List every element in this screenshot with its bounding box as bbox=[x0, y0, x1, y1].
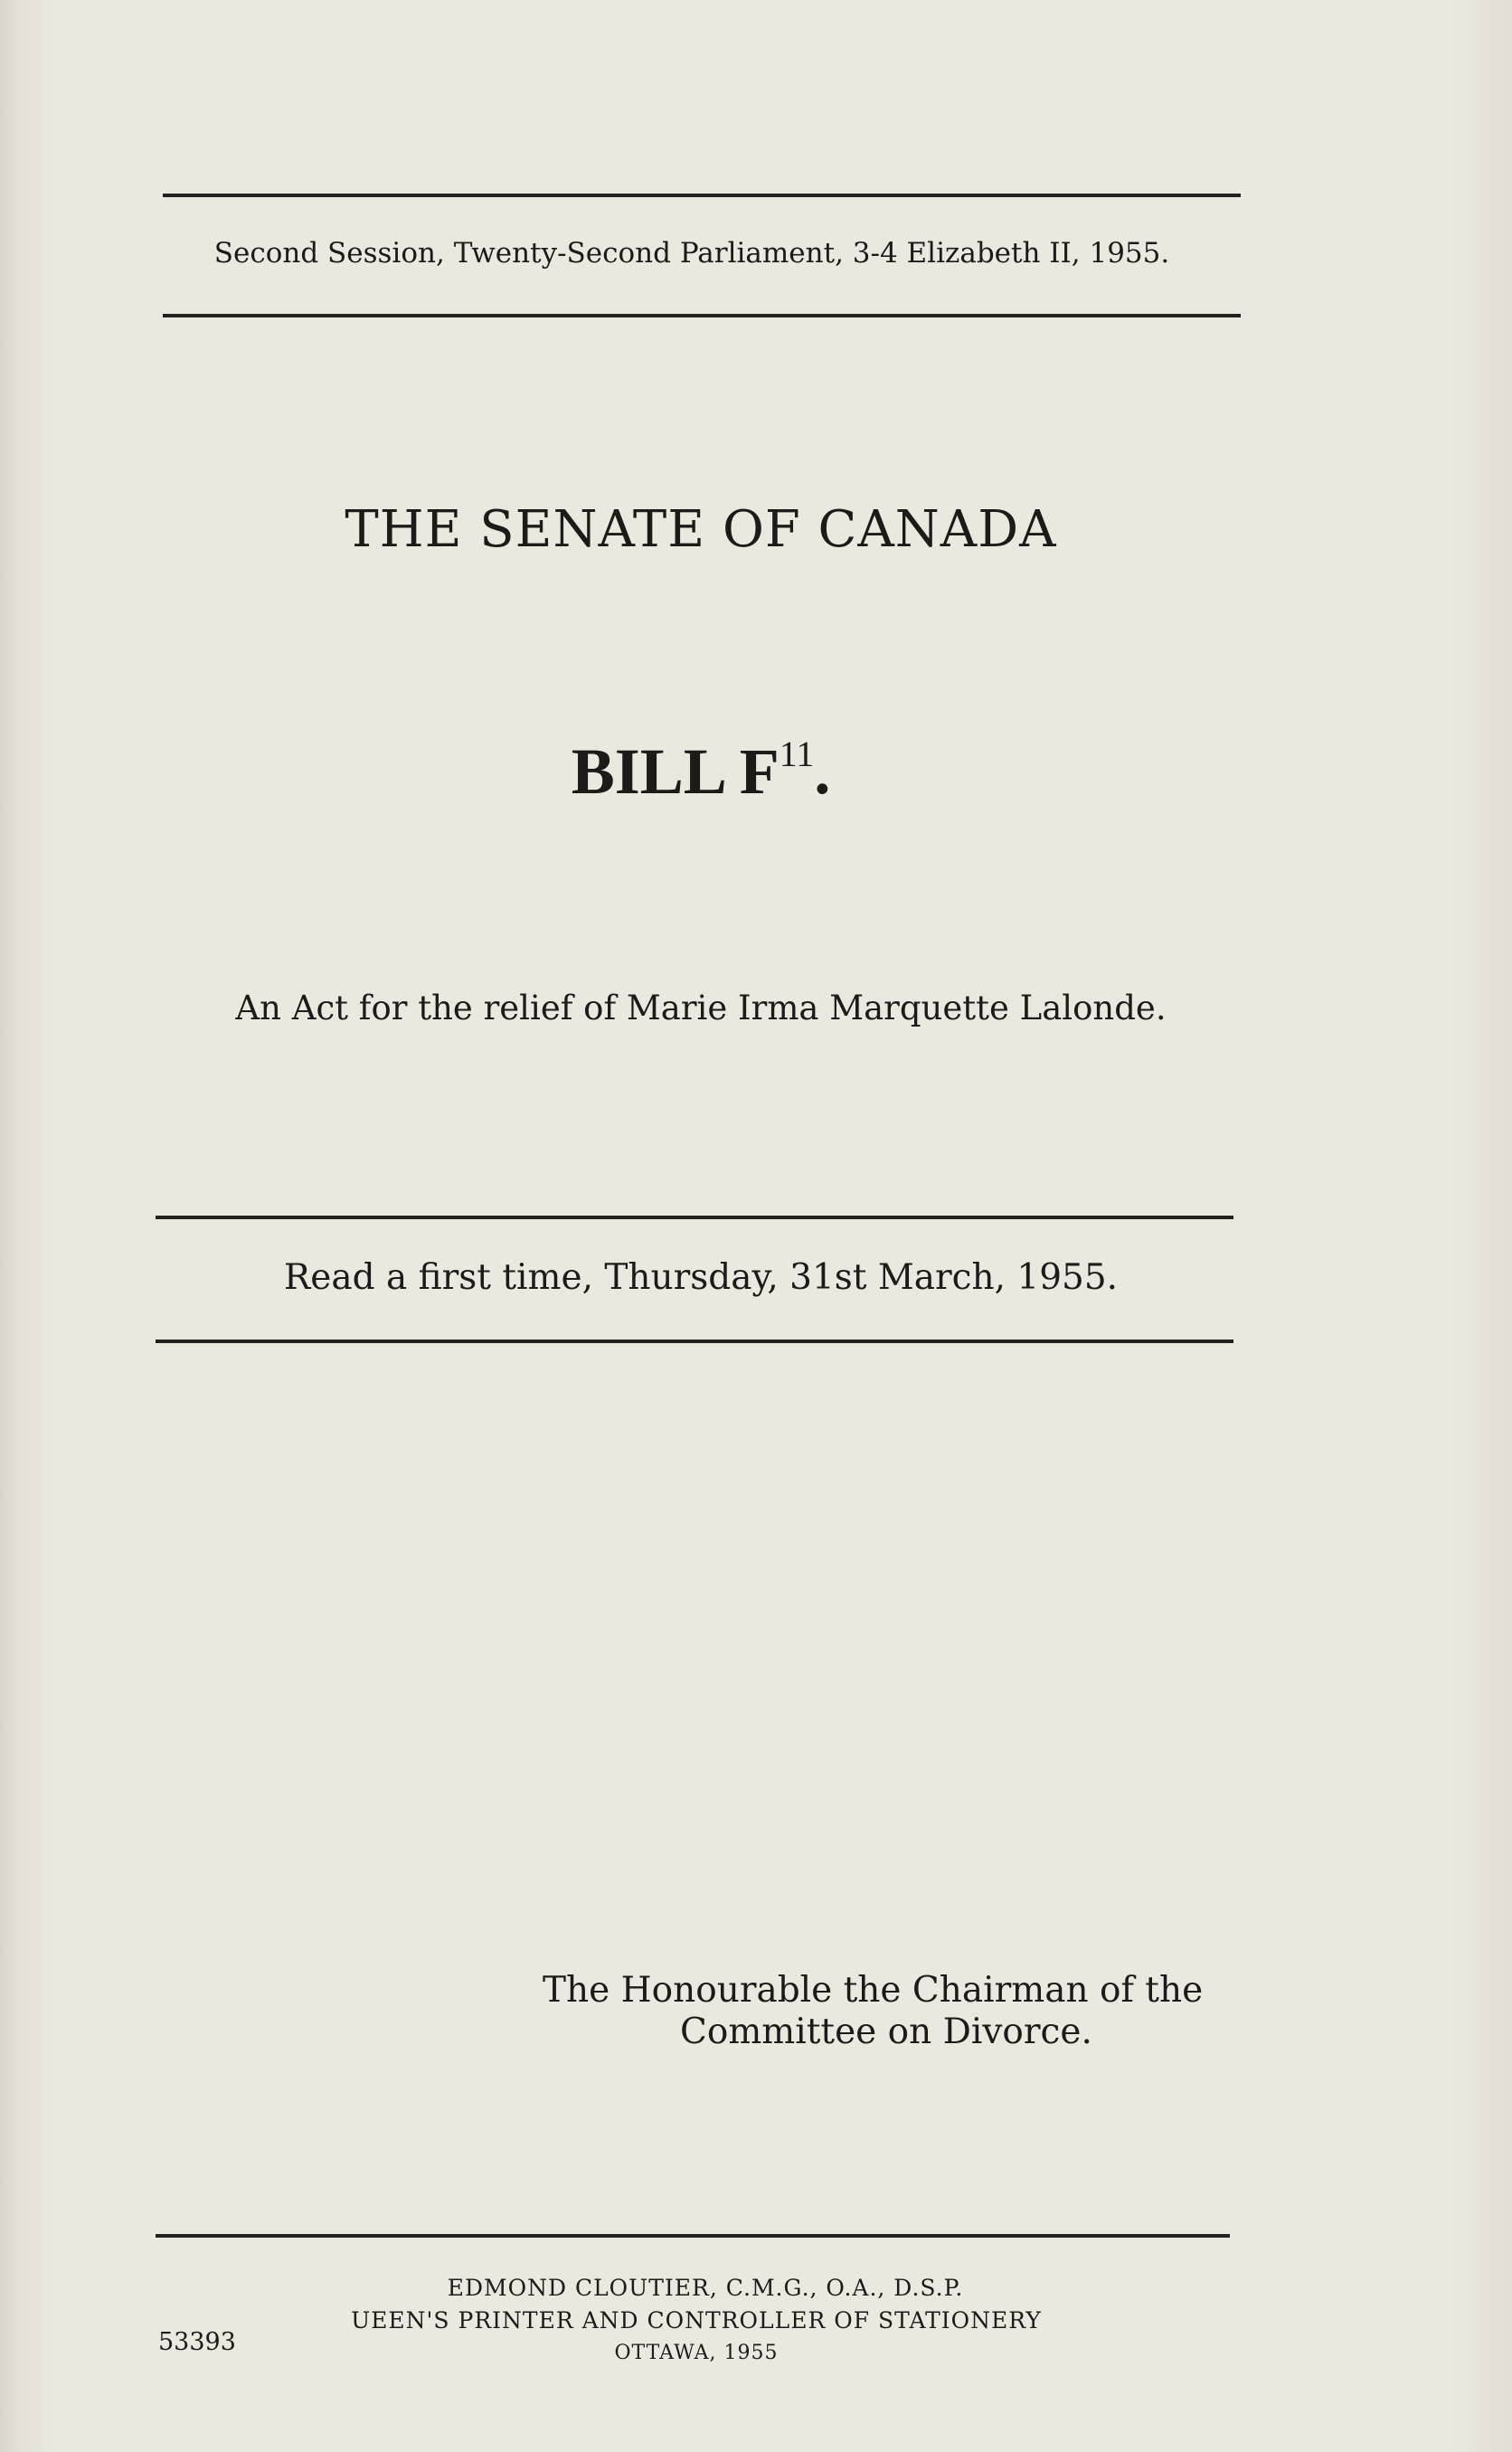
sponsor-line-2: Committee on Divorce. bbox=[680, 2012, 1092, 2052]
printer-block bbox=[298, 2272, 1094, 2370]
footer-rule bbox=[156, 2234, 1230, 2238]
bill-superscript: 11 bbox=[779, 734, 815, 774]
first-reading-line: Read a first time, Thursday, 31st March, 1955. bbox=[283, 1257, 1119, 1298]
chamber-title: THE SENATE OF CANADA bbox=[345, 500, 1057, 559]
session-line: Second Session, Twenty-Second Parliament, 3-4 Elizabeth II, 1955. bbox=[213, 237, 1170, 270]
document-number: 53393 bbox=[158, 2328, 236, 2356]
sponsor-line-1: The Honourable the Chairman of the bbox=[543, 1970, 1204, 2011]
sponsor-block bbox=[543, 1970, 1248, 2053]
printer-name: EDMOND CLOUTIER, C.M.G., O.A., D.S.P. bbox=[447, 2275, 964, 2301]
reading-top-rule bbox=[156, 1216, 1233, 1219]
bill-label: BILL F bbox=[571, 735, 780, 808]
bill-title bbox=[158, 733, 1243, 809]
top-rule bbox=[163, 194, 1241, 197]
bill-suffix: . bbox=[814, 735, 831, 808]
session-rule bbox=[163, 314, 1241, 317]
reading-bottom-rule bbox=[156, 1340, 1233, 1343]
printer-title: UEEN'S PRINTER AND CONTROLLER OF STATIONERY bbox=[351, 2307, 1042, 2334]
act-description: An Act for the relief of Marie Irma Marquette Lalonde. bbox=[235, 989, 1167, 1027]
printer-place: OTTAWA, 1955 bbox=[614, 2342, 779, 2364]
